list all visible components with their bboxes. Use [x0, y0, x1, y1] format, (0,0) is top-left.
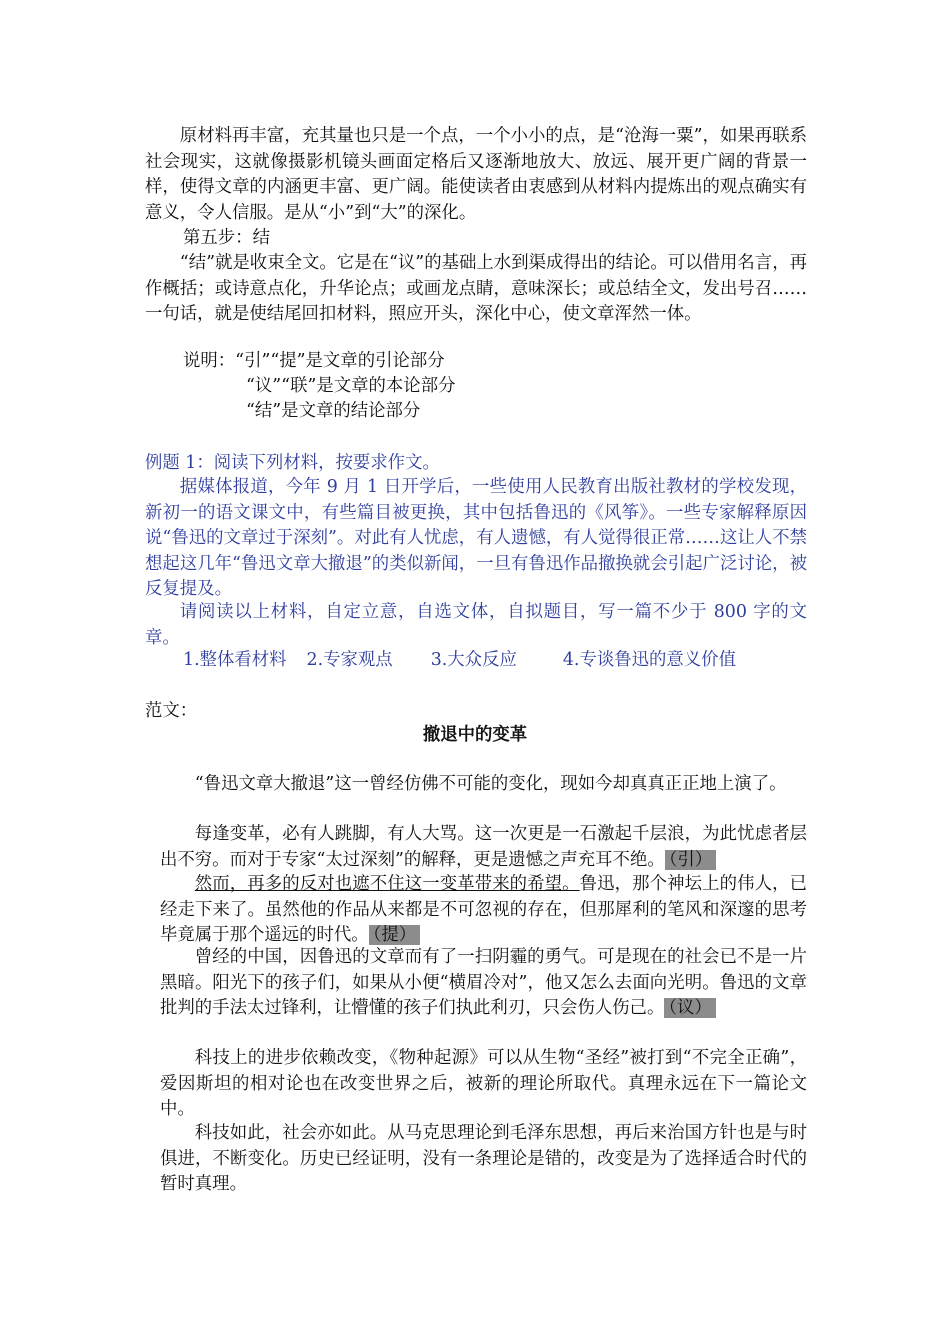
analysis-point: 2.专家观点: [306, 650, 393, 670]
analysis-point: 1.整体看材料: [183, 650, 287, 670]
essay-paragraph-4: [160, 945, 807, 1022]
tag-yin-badge: （引）: [665, 850, 716, 870]
tag-ti-badge: （提）: [369, 925, 420, 945]
essay-paragraph-3: [160, 872, 807, 949]
example-material: 据媒体报道，今年 9 月 1 日开学后，一些使用人民教育出版社教材的学校发现，新初一的语文课文中，有些篇目被更换，其中包括鲁迅的《风筝》。一些专家解释原因说“鲁迅的文章过于深刻”。对此有人忧虑，有人遗憾，有人觉得很正常……这让人不禁想起这几年“鲁迅文章大撤退”的类似新闻，一旦有鲁迅作品撤换就会引起广泛讨论，被反复提及。: [145, 477, 807, 600]
sample-essay-label: 范文：: [145, 701, 198, 721]
essay-paragraph-4-text: 曾经的中国，因鲁迅的文章而有了一扫阴霾的勇气。可是现在的社会已不是一片黑暗。阳光下的孩子们，如果从小便“横眉冷对”，他又怎么去面向光明。鲁迅的文章批判的手法太过锋利，让懵懂的孩子们执此利刃，只会伤人伤己。: [160, 947, 807, 1019]
essay-paragraph-1: “鲁迅文章大撤退”这一曾经仿佛不可能的变化，现如今却真真正正地上演了。: [194, 774, 787, 794]
essay-paragraph-2: [160, 822, 807, 873]
paragraph-deepening: 原材料再丰富，充其量也只是一个点，一个小小的点，是“沧海一粟”，如果再联系社会现实，这就像摄影机镜头画面定格后又逐渐地放大、放远、展开更广阔的背景一样，使得文章的内涵更丰富、更广阔。能使读者由衷感到从材料内提炼出的观点确实有意义，令人信服。是从“小”到“大”的深化。: [145, 126, 807, 223]
essay-paragraph-6: 科技如此，社会亦如此。从马克思理论到毛泽东思想，再后来治国方针也是与时俱进，不断变化。历史已经证明，没有一条理论是错的，改变是为了选择适合时代的暂时真理。: [160, 1123, 807, 1195]
tag-yi-badge: （议）: [664, 998, 715, 1018]
essay-thesis-underlined: 然而，再多的反对也遮不住这一变革带来的希望。: [194, 874, 580, 894]
essay-paragraph-2-text: 每逢变革，必有人跳脚，有人大骂。这一次更是一石激起千层浪，为此忧虑者层出不穷。而对于专家“太过深刻”的解释，更是遗憾之声充耳不绝。: [160, 824, 807, 870]
example-task: 请阅读以上材料，自定立意，自选文体，自拟题目，写一篇不少于 800 字的文章。: [145, 602, 807, 648]
analysis-point: 4.专谈鲁迅的意义价值: [562, 650, 736, 670]
essay-paragraph-3-text: 鲁迅，那个神坛上的伟人，已经走下来了。虽然他的作品从来都是不可忽视的存在，但那犀利的笔风和深邃的思考毕竟属于那个遥远的时代。: [160, 874, 807, 946]
analysis-points: [183, 648, 736, 674]
paragraph-conclusion: “结”就是收束全文。它是在“议”的基础上水到渠成得出的结论。可以借用名言，再作概括；或诗意点化，升华论点；或画龙点睛，意味深长；或总结全文，发出号召……一句话，就是使结尾回扣材料，照应开头，深化中心，使文章浑然一体。: [145, 253, 807, 325]
example-heading: 例题 1：阅读下列材料，按要求作文。: [145, 453, 440, 473]
analysis-point: 3.大众反应: [430, 650, 517, 670]
note-line-2: “议”“联”是文章的本论部分: [246, 376, 456, 396]
note-line-1: 说明：“引”“提”是文章的引论部分: [183, 351, 445, 371]
note-line-3: “结”是文章的结论部分: [246, 401, 421, 421]
essay-title: 撤退中的变革: [422, 725, 528, 745]
essay-paragraph-5: 科技上的进步依赖改变，《物种起源》可以从生物“圣经”被打到“不完全正确”，爱因斯坦的相对论也在改变世界之后，被新的理论所取代。真理永远在下一篇论文中。: [160, 1048, 807, 1120]
step-five-heading: 第五步：结: [183, 228, 270, 248]
